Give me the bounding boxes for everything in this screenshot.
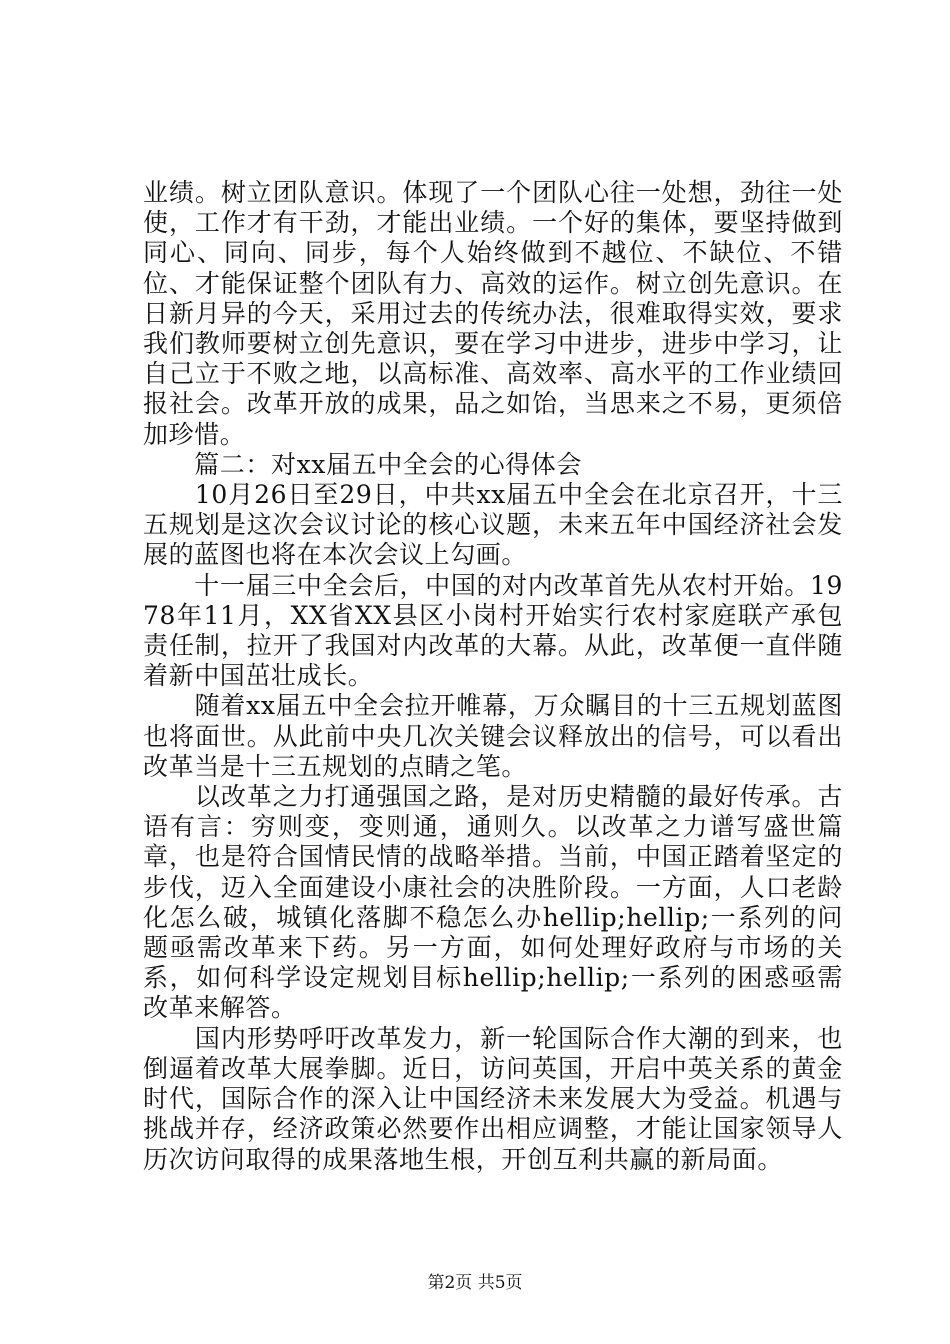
- paragraph-reform-path: 以改革之力打通强国之路，是对历史精髓的最好传承。古语有言：穷则变，变则通，通则久。以改革之力谱写盛世篇章，也是符合国情民情的战略举措。当前，中国正踏着坚定的步伐，迈入全面建设小康社会的决胜阶段。一方面，人口老龄化怎么破，城镇化落脚不稳怎么办hellip;hellip;一系列的问题亟需改革来下药。另一方面，如何处理好政府与市场的关系，如何科学设定规划目标hellip;hellip;一系列的困惑亟需改革来解答。: [143, 782, 843, 1023]
- section-heading-part-two: 篇二：对xx届五中全会的心得体会: [143, 449, 582, 479]
- paragraph-international-cooperation: 国内形势呼吁改革发力，新一轮国际合作大潮的到来，也倒逼着改革大展拳脚。近日，访问英国，开启中英关系的黄金时代，国际合作的深入让中国经济未来发展大为受益。机遇与挑战并存，经济政策必然要作出相应调整，才能让国家领导人历次访问取得的成果落地生根，开创互利共赢的新局面。: [143, 1023, 843, 1174]
- paragraph-plenary-session: 10月26日至29日，中共xx届五中全会在北京召开，十三五规划是这次会议讨论的核心议题，未来五年中国经济社会发展的蓝图也将在本次会议上勾画。: [143, 480, 843, 570]
- page-number-footer: 第2页 共5页: [427, 1273, 523, 1293]
- paragraph-five-year-plan: 随着xx届五中全会拉开帷幕，万众瞩目的十三五规划蓝图也将面世。从此前中央几次关键会议释放出的信号，可以看出改革当是十三五规划的点睛之笔。: [143, 691, 843, 781]
- document-body: [143, 178, 843, 1175]
- paragraph-team-awareness: 业绩。树立团队意识。体现了一个团队心往一处想，劲往一处使，工作才有干劲，才能出业绩。一个好的集体，要坚持做到同心、同向、同步，每个人始终做到不越位、不缺位、不错位、才能保证整个团队有力、高效的运作。树立创先意识。在日新月异的今天，采用过去的传统办法，很难取得实效，要求我们教师要树立创先意识，要在学习中进步，进步中学习，让自己立于不败之地，以高标准、高效率、高水平的工作业绩回报社会。改革开放的成果，品之如饴，当思来之不易，更须倍加珍惜。: [143, 178, 843, 449]
- paragraph-rural-reform: 十一届三中全会后，中国的对内改革首先从农村开始。1978年11月，XX省XX县区小岗村开始实行农村家庭联产承包责任制，拉开了我国对内改革的大幕。从此，改革便一直伴随着新中国茁壮成长。: [143, 570, 843, 691]
